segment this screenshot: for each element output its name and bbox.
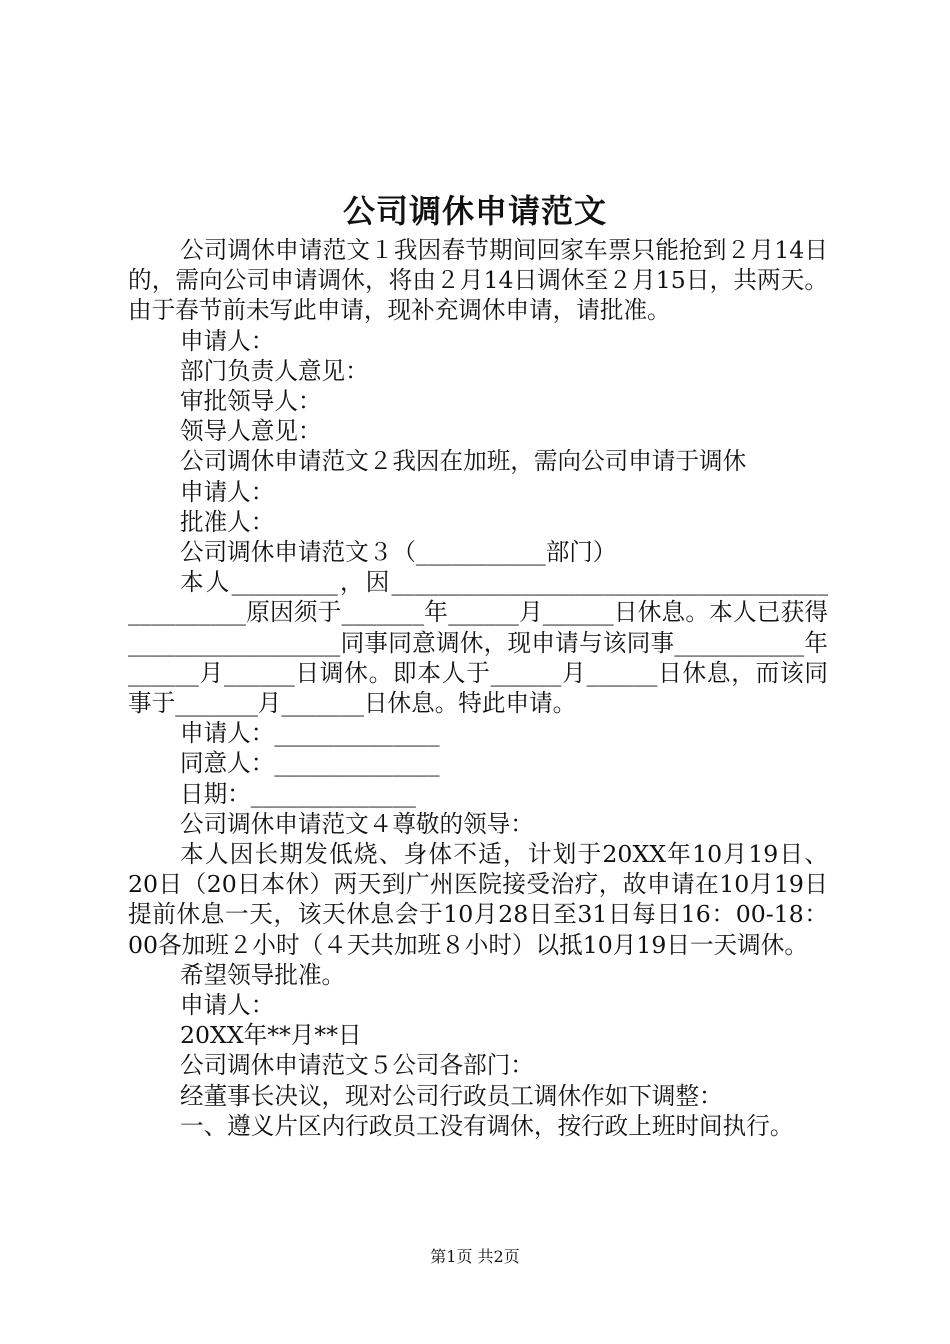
- page-footer: 第1页 共2页: [430, 1247, 520, 1266]
- paragraph-sample-4-heading: 公司调休申请范文４尊敬的领导：: [180, 809, 534, 838]
- paragraph-sample-4-body: 本人因长期发低烧、身体不适，计划于20XX年10月19日、20日（20日本休）两天到广州医院接受治疗，故申请在10月19日提前休息一天，该天休息会于10月28日至31日每日16：00-18：00各加班２小时（４天共加班８小时）以抵10月19日一天调休。: [128, 840, 828, 959]
- request-approval-line: 希望领导批准。: [180, 960, 346, 989]
- dept-head-opinion-line: 部门负责人意见：: [180, 356, 369, 385]
- applicant-line: 申请人：: [180, 326, 275, 355]
- leader-opinion-line: 领导人意见：: [180, 417, 322, 446]
- applicant-line: 申请人：: [180, 477, 275, 506]
- date-line: 日期：______________: [180, 779, 416, 808]
- applicant-signature-line: 申请人：______________: [180, 719, 440, 748]
- paragraph-sample-5-heading: 公司调休申请范文５公司各部门：: [180, 1051, 534, 1080]
- document-body: [128, 235, 828, 1141]
- approver-line: 批准人：: [180, 507, 275, 536]
- consenter-signature-line: 同意人：______________: [180, 749, 440, 778]
- rule-one-line: 一、遵义片区内行政员工没有调休，按行政上班时间执行。: [180, 1111, 794, 1140]
- paragraph-sample-3-body: 本人_________，因_______________________________________________原因须于_______年______月______日休息。本人已获得__________________同事同意调休，现申请与该同事___________年______月______日调休。即本人于______月______日休息，而该同事于_______月_______日休息。特此申请。: [128, 568, 828, 718]
- document-title: 公司调休申请范文: [342, 192, 607, 230]
- date-line: 20XX年**月**日: [180, 1021, 362, 1050]
- approving-leader-line: 审批领导人：: [180, 387, 322, 416]
- resolution-line: 经董事长决议，现对公司行政员工调休作如下调整：: [180, 1081, 723, 1110]
- paragraph-sample-3-heading: 公司调休申请范文３（___________部门）: [180, 538, 617, 567]
- paragraph-sample-2: 公司调休申请范文２我因在加班，需向公司申请于调休: [180, 447, 747, 476]
- paragraph-sample-1: 公司调休申请范文１我因春节期间回家车票只能抢到２月14日的，需向公司申请调休，将由２月14日调休至２月15日，共两天。由于春节前未写此申请，现补充调休申请，请批准。: [128, 236, 828, 325]
- applicant-line: 申请人：: [180, 991, 275, 1020]
